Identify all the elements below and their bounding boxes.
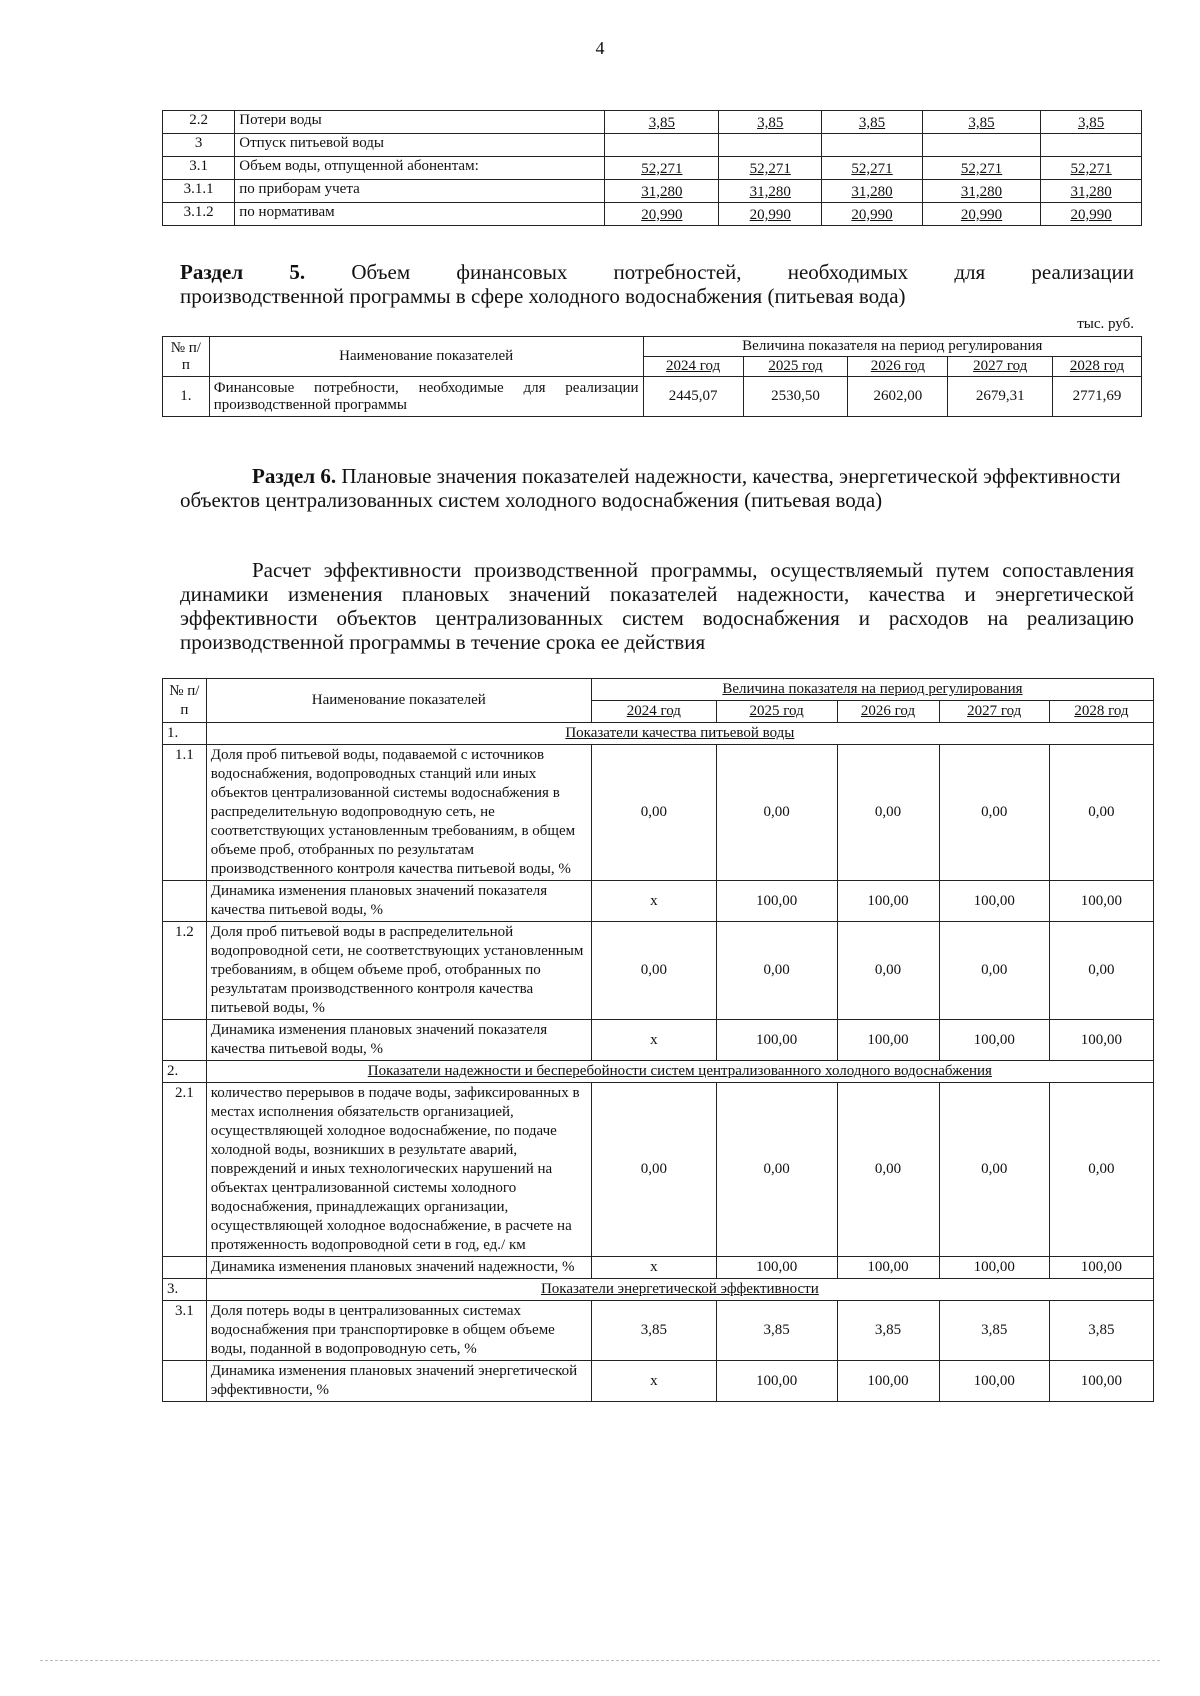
section5-title-line1: Объем финансовых потребностей, необходимых для реализации xyxy=(351,260,1135,284)
t5-year: 2025 год xyxy=(743,357,848,377)
section6-title: Плановые значения показателей надежности, качества, энергетической эффективности объектов централизованных систем холодного водоснабжения (питьевая вода) xyxy=(180,464,1121,512)
item-value: 3,85 xyxy=(837,1301,939,1361)
row-value xyxy=(605,134,719,157)
water-volume-table-body xyxy=(163,111,1142,226)
item-name: Динамика изменения плановых значений надежности, % xyxy=(206,1257,591,1279)
table-row xyxy=(163,157,1142,180)
group-title: Показатели энергетической эффективности xyxy=(206,1279,1153,1301)
item-value: 0,00 xyxy=(939,922,1049,1020)
group-row xyxy=(163,723,1154,745)
row-value: 52,271 xyxy=(605,157,719,180)
t5-year: 2028 год xyxy=(1052,357,1141,377)
item-num: 1.1 xyxy=(163,745,207,881)
row-value: 31,280 xyxy=(719,180,822,203)
row-name: по приборам учета xyxy=(235,180,605,203)
row-name: по нормативам xyxy=(235,203,605,226)
item-value: 0,00 xyxy=(591,745,716,881)
item-value: 100,00 xyxy=(939,1020,1049,1061)
item-value: 0,00 xyxy=(1049,922,1153,1020)
section5-units: тыс. руб. xyxy=(1077,316,1134,332)
t6-col-num: № п/п xyxy=(163,679,207,723)
item-num xyxy=(163,1361,207,1402)
row-value: 52,271 xyxy=(1041,157,1142,180)
item-name: Динамика изменения плановых значений показателя качества питьевой воды, % xyxy=(206,1020,591,1061)
item-value: 100,00 xyxy=(837,1020,939,1061)
group-title: Показатели качества питьевой воды xyxy=(206,723,1153,745)
item-value: 3,85 xyxy=(1049,1301,1153,1361)
item-name: Динамика изменения плановых значений энергетической эффективности, % xyxy=(206,1361,591,1402)
indicators-table xyxy=(162,678,1154,1402)
table-row xyxy=(163,745,1154,881)
row-value: 31,280 xyxy=(1041,180,1142,203)
t5-col-period: Величина показателя на период регулирования xyxy=(643,337,1141,357)
item-num xyxy=(163,1257,207,1279)
row-value: 20,990 xyxy=(719,203,822,226)
section6-label: Раздел 6. xyxy=(252,464,337,488)
group-title: Показатели надежности и бесперебойности систем централизованного холодного водоснабжения xyxy=(206,1061,1153,1083)
table-row xyxy=(163,180,1142,203)
section5-heading xyxy=(180,260,1134,308)
item-value: 0,00 xyxy=(716,745,837,881)
row-value: 3,85 xyxy=(1041,111,1142,134)
t6-year: 2024 год xyxy=(591,701,716,723)
item-value: 100,00 xyxy=(716,1020,837,1061)
table-row xyxy=(163,1257,1154,1279)
item-value: 100,00 xyxy=(837,1361,939,1402)
row-value: 3,85 xyxy=(922,111,1040,134)
table-row xyxy=(163,922,1154,1020)
item-name: Доля проб питьевой воды, подаваемой с источников водоснабжения, водопроводных станций или иных объектов централизованной системы водоснабжения в распределительную водопроводную сеть, не соответствующих установленным требованиям, в общем объеме проб, отобранных по результатам производственного контроля качества питьевой воды, % xyxy=(206,745,591,881)
financial-needs-table xyxy=(162,336,1142,417)
item-value: 100,00 xyxy=(837,1257,939,1279)
group-num: 2. xyxy=(163,1061,207,1083)
item-value: 0,00 xyxy=(591,1083,716,1257)
table-row xyxy=(163,1020,1154,1061)
t5-year: 2026 год xyxy=(848,357,948,377)
item-name: Доля потерь воды в централизованных системах водоснабжения при транспортировке в общем объеме воды, поданной в водопроводную сеть, % xyxy=(206,1301,591,1361)
page-number: 4 xyxy=(595,38,605,58)
section6-paragraph: Расчет эффективности производственной программы, осуществляемый путем сопоставления динамики изменения плановых значений показателей надежности, качества и энергетической эффективности объектов централизованных систем водоснабжения и расходов на реализацию производственной программы в течение срока ее действия xyxy=(180,558,1134,654)
item-value: 3,85 xyxy=(716,1301,837,1361)
group-num: 1. xyxy=(163,723,207,745)
t5-value: 2771,69 xyxy=(1052,377,1141,417)
t5-col-num: № п/п xyxy=(163,337,210,377)
table-row xyxy=(163,203,1142,226)
t6-year: 2026 год xyxy=(837,701,939,723)
t6-year: 2028 год xyxy=(1049,701,1153,723)
group-row xyxy=(163,1279,1154,1301)
t5-value: 2445,07 xyxy=(643,377,743,417)
row-value: 20,990 xyxy=(922,203,1040,226)
item-value: х xyxy=(591,1361,716,1402)
item-value: х xyxy=(591,1257,716,1279)
item-value: 0,00 xyxy=(837,1083,939,1257)
bottom-scan-noise xyxy=(40,1660,1160,1661)
item-value: 0,00 xyxy=(939,1083,1049,1257)
row-name: Потери воды xyxy=(235,111,605,134)
t5-row-name: Финансовые потребности, необходимые для реализации производственной программы xyxy=(209,377,643,417)
item-value: 100,00 xyxy=(716,1257,837,1279)
t5-value: 2602,00 xyxy=(848,377,948,417)
item-num: 3.1 xyxy=(163,1301,207,1361)
row-name: Объем воды, отпущенной абонентам: xyxy=(235,157,605,180)
item-name: Доля проб питьевой воды в распределительной водопроводной сети, не соответствующих установленным требованиям, в общем объеме проб, отобранных по результатам производственного контроля качества питьевой воды, % xyxy=(206,922,591,1020)
group-num: 3. xyxy=(163,1279,207,1301)
item-num xyxy=(163,1020,207,1061)
row-value xyxy=(922,134,1040,157)
row-num: 3.1.2 xyxy=(163,203,235,226)
item-value: 100,00 xyxy=(1049,881,1153,922)
t5-value: 2679,31 xyxy=(948,377,1053,417)
row-value xyxy=(1041,134,1142,157)
table-row xyxy=(163,134,1142,157)
table-row xyxy=(163,881,1154,922)
item-value: 100,00 xyxy=(1049,1361,1153,1402)
item-value: 3,85 xyxy=(591,1301,716,1361)
row-num: 3.1 xyxy=(163,157,235,180)
item-name: Динамика изменения плановых значений показателя качества питьевой воды, % xyxy=(206,881,591,922)
row-value: 3,85 xyxy=(719,111,822,134)
item-value: 0,00 xyxy=(591,922,716,1020)
item-value: х xyxy=(591,881,716,922)
item-value: 100,00 xyxy=(716,881,837,922)
item-value: 0,00 xyxy=(716,1083,837,1257)
item-value: 100,00 xyxy=(1049,1257,1153,1279)
section5-title-line2: производственной программы в сфере холодного водоснабжения (питьевая вода) xyxy=(180,284,906,308)
row-value: 3,85 xyxy=(605,111,719,134)
section5-label: Раздел 5. xyxy=(180,260,306,284)
t5-year: 2027 год xyxy=(948,357,1053,377)
row-value: 52,271 xyxy=(822,157,923,180)
t5-value: 2530,50 xyxy=(743,377,848,417)
item-value: 100,00 xyxy=(837,881,939,922)
item-value: 0,00 xyxy=(1049,745,1153,881)
row-value: 31,280 xyxy=(922,180,1040,203)
row-value: 3,85 xyxy=(822,111,923,134)
item-num: 1.2 xyxy=(163,922,207,1020)
item-value: 100,00 xyxy=(716,1361,837,1402)
group-row xyxy=(163,1061,1154,1083)
item-value: 0,00 xyxy=(939,745,1049,881)
t5-col-name: Наименование показателей xyxy=(209,337,643,377)
row-name: Отпуск питьевой воды xyxy=(235,134,605,157)
row-num: 2.2 xyxy=(163,111,235,134)
item-value: 100,00 xyxy=(939,881,1049,922)
t6-year: 2027 год xyxy=(939,701,1049,723)
t5-year: 2024 год xyxy=(643,357,743,377)
row-value: 31,280 xyxy=(605,180,719,203)
item-value: 3,85 xyxy=(939,1301,1049,1361)
t6-col-name: Наименование показателей xyxy=(206,679,591,723)
item-value: 0,00 xyxy=(837,922,939,1020)
row-value: 52,271 xyxy=(719,157,822,180)
water-volume-table xyxy=(162,110,1142,226)
t5-row-num: 1. xyxy=(163,377,210,417)
table-row xyxy=(163,1301,1154,1361)
row-value: 20,990 xyxy=(1041,203,1142,226)
row-num: 3 xyxy=(163,134,235,157)
row-value xyxy=(719,134,822,157)
item-value: 100,00 xyxy=(939,1257,1049,1279)
t6-year: 2025 год xyxy=(716,701,837,723)
section6-heading xyxy=(180,464,1134,512)
table-row xyxy=(163,111,1142,134)
indicators-table-body xyxy=(163,679,1154,1402)
row-value: 52,271 xyxy=(922,157,1040,180)
t6-col-period: Величина показателя на период регулирования xyxy=(591,679,1153,701)
row-value xyxy=(822,134,923,157)
item-value: 0,00 xyxy=(1049,1083,1153,1257)
table-row xyxy=(163,1083,1154,1257)
item-num xyxy=(163,881,207,922)
row-value: 20,990 xyxy=(822,203,923,226)
item-value: 100,00 xyxy=(939,1361,1049,1402)
item-name: количество перерывов в подаче воды, зафиксированных в местах исполнения обязательств организацией, осуществляющей холодное водоснабжение, по подаче холодной воды, возникших в результате аварий, повреждений и иных технологических нарушений на объектах централизованной системы холодного водоснабжения, принадлежащих организации, осуществляющей холодное водоснабжение, в расчете на протяженность водопроводной сети в год, ед./ км xyxy=(206,1083,591,1257)
item-value: 100,00 xyxy=(1049,1020,1153,1061)
item-num: 2.1 xyxy=(163,1083,207,1257)
row-value: 20,990 xyxy=(605,203,719,226)
row-value: 31,280 xyxy=(822,180,923,203)
row-num: 3.1.1 xyxy=(163,180,235,203)
table-row xyxy=(163,1361,1154,1402)
item-value: 0,00 xyxy=(716,922,837,1020)
item-value: х xyxy=(591,1020,716,1061)
item-value: 0,00 xyxy=(837,745,939,881)
